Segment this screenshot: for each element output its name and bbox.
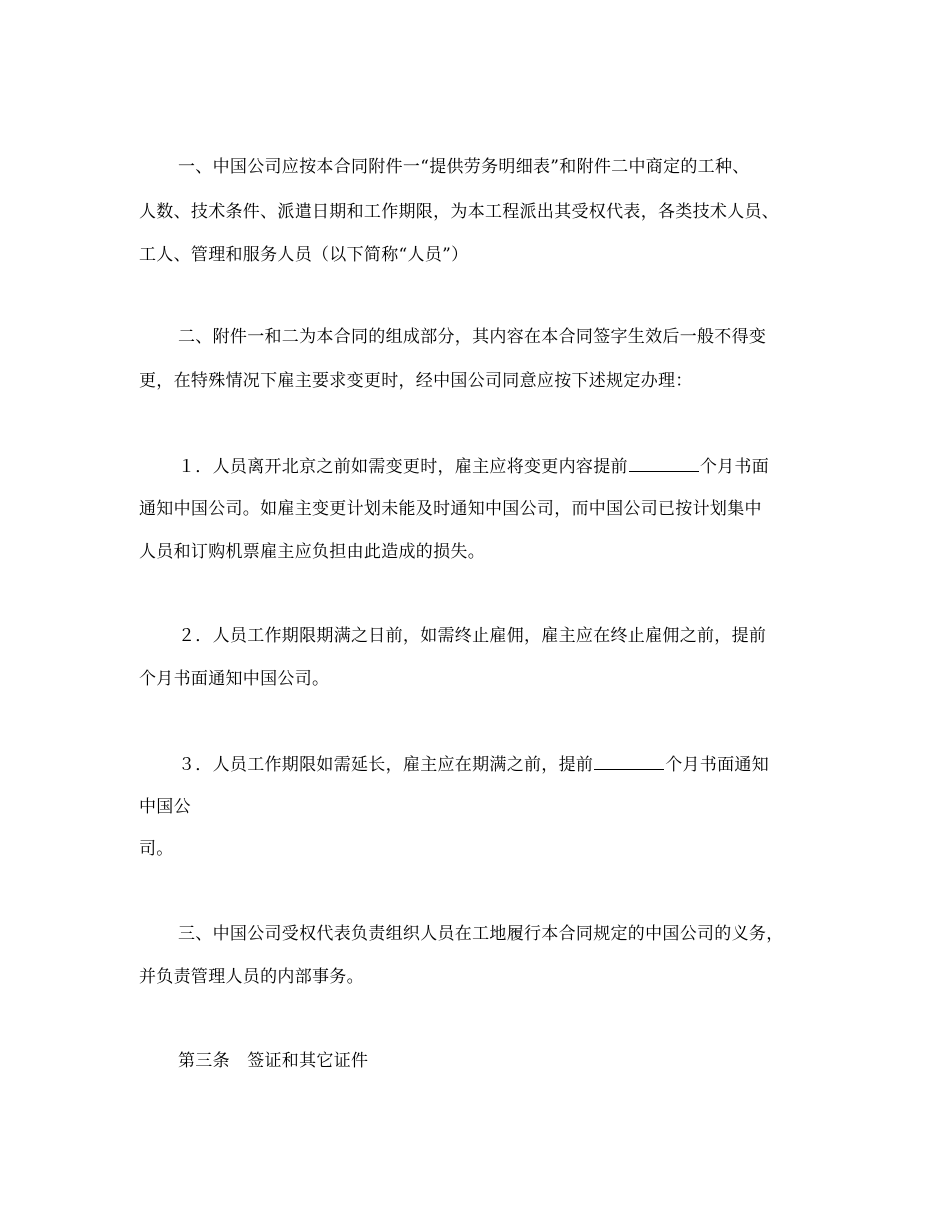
para1-line2: 人数、技术条件、派遣日期和工作期限，为本工程派出其受权代表，各类技术人员、 <box>139 202 780 222</box>
item1-line3: 人员和订购机票雇主应负担由此造成的损失。 <box>139 542 485 562</box>
item3-line1-after: 个月书面通知 <box>665 755 770 775</box>
item3-line1 <box>178 753 769 776</box>
blank-line <box>629 455 699 472</box>
para3-line1: 三、中国公司受权代表负责组织人员在工地履行本合同规定的中国公司的义务， <box>178 924 784 944</box>
item2-line2: 个月书面通知中国公司。 <box>139 669 330 689</box>
para2-line1: 二、附件一和二为本合同的组成部分，其内容在本合同签字生效后一般不得变 <box>178 327 767 347</box>
item3-line2: 中国公 <box>139 797 191 817</box>
para1-line1: 一、中国公司应按本合同附件一“提供劳务明细表”和附件二中商定的工种、 <box>178 157 750 177</box>
para1-line3: 工人、管理和服务人员（以下简称“人员”） <box>139 245 469 265</box>
item1-line1 <box>178 455 769 478</box>
item1-line1-after: 个月书面 <box>699 457 770 477</box>
para3-line2: 并负责管理人员的内部事务。 <box>139 967 364 987</box>
item1-line2: 通知中国公司。如雇主变更计划未能及时通知中国公司，而中国公司已按计划集中 <box>139 499 762 519</box>
item1-line1-before: １．人员离开北京之前如需变更时，雇主应将变更内容提前 <box>178 457 628 477</box>
blank-line <box>594 753 664 770</box>
item3-line1-before: ３．人员工作期限如需延长，雇主应在期满之前，提前 <box>178 755 594 775</box>
item2-line1: ２．人员工作期限期满之日前，如需终止雇佣，雇主应在终止雇佣之前，提前 <box>178 626 767 646</box>
para2-line2: 更，在特殊情况下雇主要求变更时，经中国公司同意应按下述规定办理： <box>139 371 693 391</box>
article-heading: 第三条 签证和其它证件 <box>178 1051 369 1071</box>
item3-line3: 司。 <box>139 839 174 859</box>
